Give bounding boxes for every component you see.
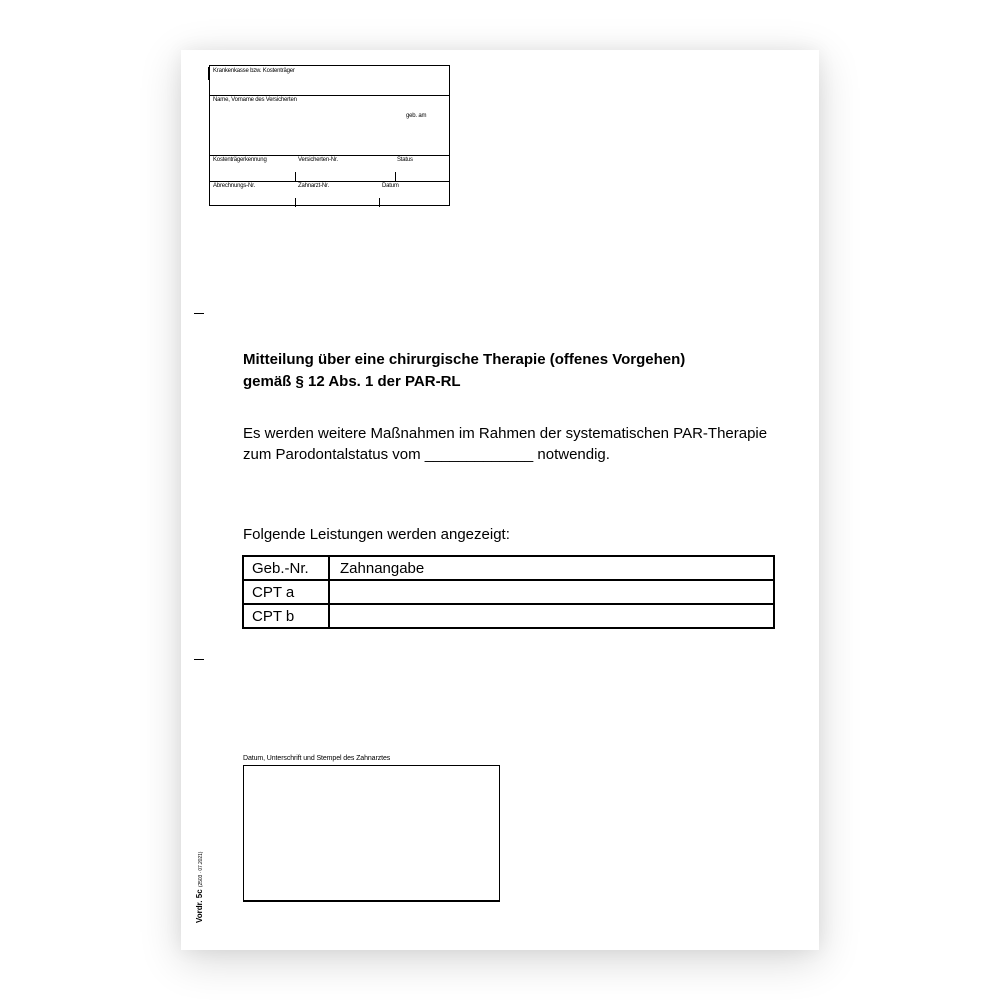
field-tick <box>379 198 380 207</box>
signature-box[interactable] <box>243 765 500 902</box>
form-id <box>195 852 204 923</box>
measures-paragraph <box>243 423 767 465</box>
header-fee-no: Geb.-Nr. <box>243 556 329 580</box>
field-tick <box>395 172 396 181</box>
name-label: Name, Vorname des Versicherten <box>213 97 297 103</box>
insured-no-label: Versicherten-Nr. <box>298 157 338 163</box>
title-line-1: Mitteilung über eine chirurgische Therapie (offenes Vorgehen) <box>243 351 686 368</box>
paragraph-suffix: notwendig. <box>533 446 610 463</box>
fold-mark-bottom <box>194 659 204 660</box>
services-intro: Folgende Leistungen werden angezeigt: <box>243 526 510 543</box>
status-date-blank[interactable]: _____________ <box>424 446 534 463</box>
row-teeth-field[interactable] <box>329 580 774 604</box>
divider <box>210 95 449 96</box>
dentist-no-label: Zahnarzt-Nr. <box>298 183 329 189</box>
row-code: CPT b <box>243 604 329 628</box>
paragraph-line-1: Es werden weitere Maßnahmen im Rahmen der systematischen PAR-Therapie <box>243 425 768 442</box>
form-page <box>181 50 819 950</box>
patient-header-box <box>209 65 450 206</box>
paragraph-line-2 <box>243 444 767 465</box>
name-field[interactable] <box>210 104 449 154</box>
status-label: Status <box>397 157 413 163</box>
form-id-sub: (2503 · 07.2021) <box>198 851 204 888</box>
divider <box>210 155 449 156</box>
dob-label: geb. am <box>406 113 427 119</box>
document-title <box>243 349 685 393</box>
insurance-field[interactable] <box>210 74 449 95</box>
fold-mark-top <box>194 313 204 314</box>
table-row <box>243 604 774 628</box>
field-tick <box>295 172 296 181</box>
header-teeth: Zahnangabe <box>329 556 774 580</box>
table-header-row <box>243 556 774 580</box>
payer-id-label: Kostenträgerkennung <box>213 157 267 163</box>
form-id-main: Vordr. 5c <box>195 889 204 923</box>
table-row <box>243 580 774 604</box>
billing-no-label: Abrechnungs-Nr. <box>213 183 256 189</box>
title-line-2: gemäß § 12 Abs. 1 der PAR-RL <box>243 373 461 390</box>
paragraph-prefix: zum Parodontalstatus vom <box>243 446 425 463</box>
row-teeth-field[interactable] <box>329 604 774 628</box>
corner-mark <box>208 67 209 80</box>
field-tick <box>295 198 296 207</box>
divider <box>210 181 449 182</box>
insurance-label: Krankenkasse bzw. Kostenträger <box>213 68 295 74</box>
row-code: CPT a <box>243 580 329 604</box>
services-table <box>242 555 775 629</box>
signature-label: Datum, Unterschrift und Stempel des Zahnarztes <box>243 755 391 762</box>
date-label: Datum <box>382 183 399 189</box>
